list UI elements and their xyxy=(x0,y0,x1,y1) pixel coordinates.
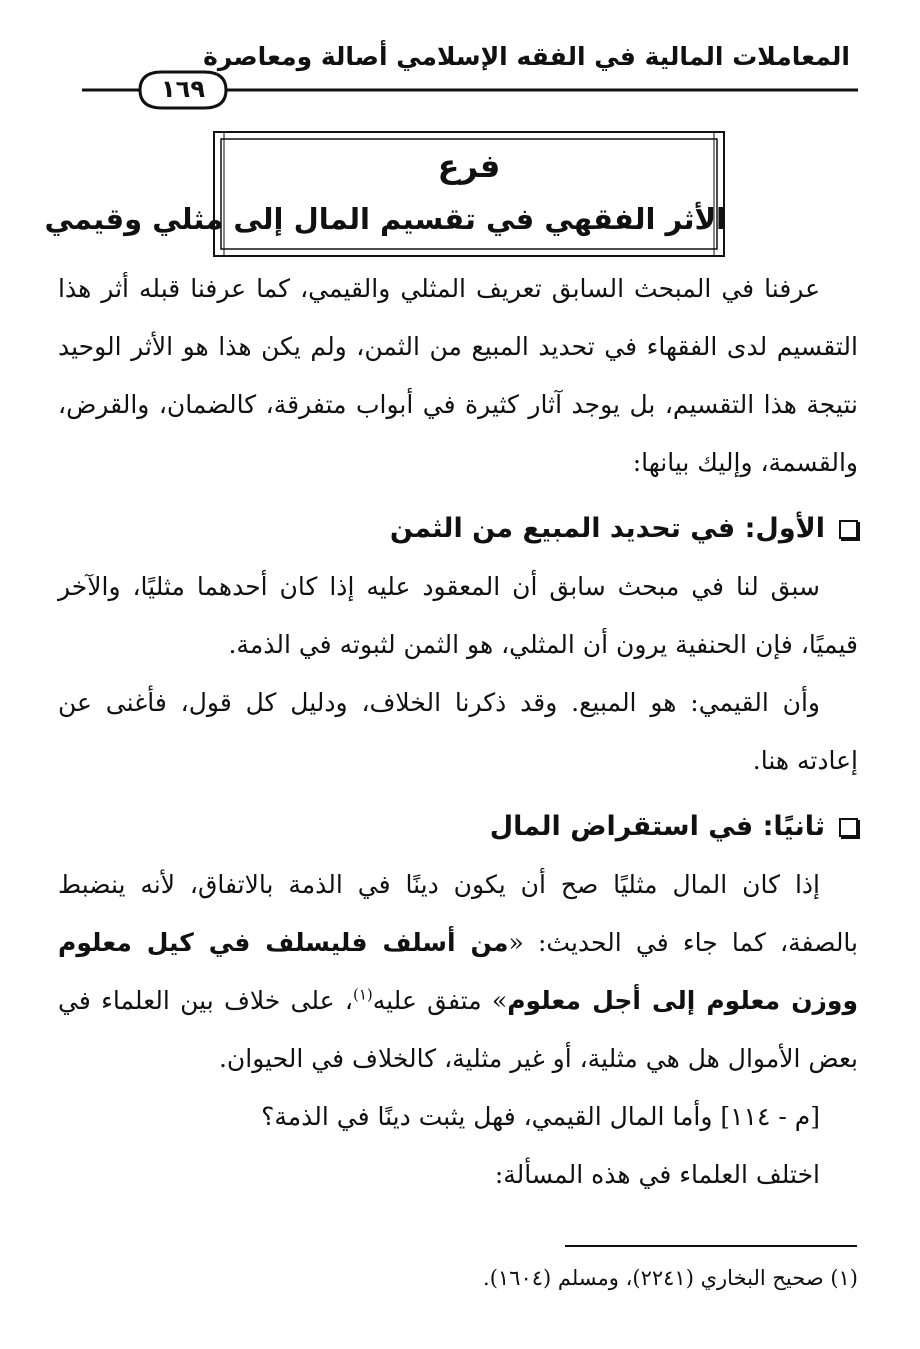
main-text xyxy=(58,260,858,1204)
page-number: ١٦٩ xyxy=(161,75,205,103)
paragraph-text: » متفق عليه xyxy=(372,986,508,1015)
footnote-separator xyxy=(565,1245,857,1247)
paragraph-text: إذا كان المال مثليًا صح أن يكون دينًا في الذمة بالاتفاق، لأنه ينضبط بالصفة، كما جاء في الحديث: « xyxy=(58,870,859,957)
section-2-paragraph-2: [م - ١١٤] وأما المال القيمي، فهل يثبت دينًا في الذمة؟ xyxy=(261,1102,820,1131)
section-2-paragraph-1 xyxy=(58,856,858,1088)
section-1-paragraph-1: سبق لنا في مبحث سابق أن المعقود عليه إذا كان أحدهما مثليًا، والآخر قيميًا، فإن الحنفية يرون أن المثلي، هو الثمن لثبوته في الذمة. xyxy=(58,572,858,659)
section-1-heading-text: الأول: في تحديد المبيع من الثمن xyxy=(389,513,825,544)
footnote: (١) صحيح البخاري (٢٢٤١)، ومسلم (١٦٠٤). xyxy=(483,1266,858,1290)
running-header: المعاملات المالية في الفقه الإسلامي أصالة ومعاصرة xyxy=(203,42,850,71)
paragraph-text: ، على خلاف بين العلماء في بعض الأموال هل هي مثلية، أو غير مثلية، كالخلاف في الحيوان. xyxy=(58,986,858,1073)
square-bullet-icon xyxy=(839,818,858,837)
section-1-paragraph-2: وأن القيمي: هو المبيع. وقد ذكرنا الخلاف، ودليل كل قول، فأغنى عن إعادته هنا. xyxy=(58,688,858,775)
title-line-1: فرع xyxy=(437,147,501,185)
section-2-paragraph-3: اختلف العلماء في هذه المسألة: xyxy=(494,1160,820,1189)
title-line-2: الأثر الفقهي في تقسيم المال إلى مثلي وقيمي xyxy=(44,202,726,236)
section-1-heading xyxy=(58,500,858,558)
footnote-reference[interactable]: (١) xyxy=(352,985,373,1004)
square-bullet-icon xyxy=(839,520,858,539)
section-2-heading xyxy=(58,798,858,856)
section-title-box xyxy=(44,130,726,258)
section-2-heading-text: ثانيًا: في استقراض المال xyxy=(489,811,825,842)
intro-paragraph: عرفنا في المبحث السابق تعريف المثلي والقيمي، كما عرفنا قبله أثر هذا التقسيم لدى الفقهاء في تحديد المبيع من الثمن، ولم يكن هذا هو الأثر الوحيد نتيجة هذا التقسيم، بل يوجد آثار كثيرة في أبواب متفرقة، كالضمان، والقرض، والقسمة، وإليك بيانها: xyxy=(58,274,858,477)
hadith-quote: من أسلف فليسلف في كيل معلوم ووزن معلوم إلى أجل معلوم xyxy=(58,928,859,1015)
